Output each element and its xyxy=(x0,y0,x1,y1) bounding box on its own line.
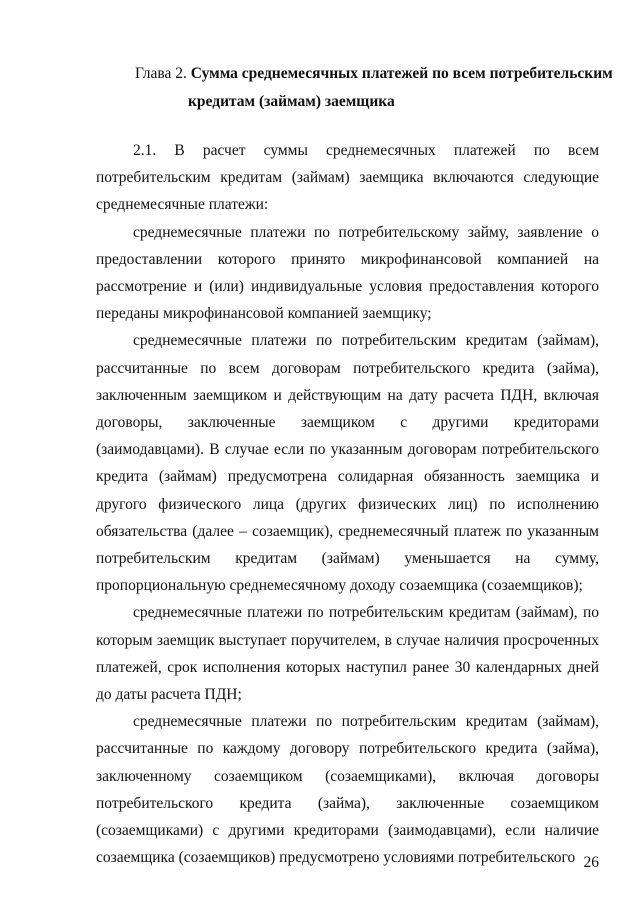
chapter-title-line2: кредитам (займам) заемщика xyxy=(188,93,395,110)
paragraph-item: среднемесячные платежи по потребительским кредитам (займам), рассчитанные по всем договорам потребительского кредита (займа), заключенным заемщиком и действующим на дату расчета ПДН, включая договоры, заключенные заемщиком с другими кредиторами (заимодавцами). В случае если по указанным договорам потребительского кредита (займам) предусмотрена солидарная обязанность заемщика и другого физического лица (других физических лиц) по исполнению обязательства (далее – созаемщик), среднемесячный платеж по указанным потребительским кредитам (займам) уменьшается на сумму, пропорциональную среднемесячному доходу созаемщика (созаемщиков); xyxy=(96,332,599,595)
chapter-title-line1: Сумма среднемесячных платежей по всем потребительским xyxy=(190,65,613,82)
chapter-heading xyxy=(96,60,626,116)
paragraph-item: среднемесячные платежи по потребительскому займу, заявление о предоставлении которого принято микрофинансовой компанией на рассмотрение и (или) индивидуальные условия предоставления которого переданы микрофинансовой компанией заемщику; xyxy=(96,223,599,323)
paragraph-item: среднемесячные платежи по потребительским кредитам (займам), по которым заемщик выступает поручителем, в случае наличия просроченных платежей, срок исполнения которых наступил ранее 30 календарных дней до даты расчета ПДН; xyxy=(96,604,599,704)
paragraph-item: среднемесячные платежи по потребительским кредитам (займам), рассчитанные по каждому договору потребительского кредита (займа), заключенному созаемщиком (созаемщиками), включая договоры потребительского кредита (займа), заключенные созаемщиком (созаемщиками) с другими кредиторами (заимодавцами), если наличие созаемщика (созаемщиков) предусмотрено условиями потребительского xyxy=(96,713,599,867)
chapter-heading-line1 xyxy=(96,60,626,88)
document-body xyxy=(96,137,599,871)
chapter-prefix: Глава 2. xyxy=(135,65,187,82)
page-number: 26 xyxy=(583,854,599,871)
paragraph-2-1: 2.1. В расчет суммы среднемесячных платежей по всем потребительским кредитам (займам) заемщика включаются следующие среднемесячные платежи: xyxy=(96,142,599,214)
